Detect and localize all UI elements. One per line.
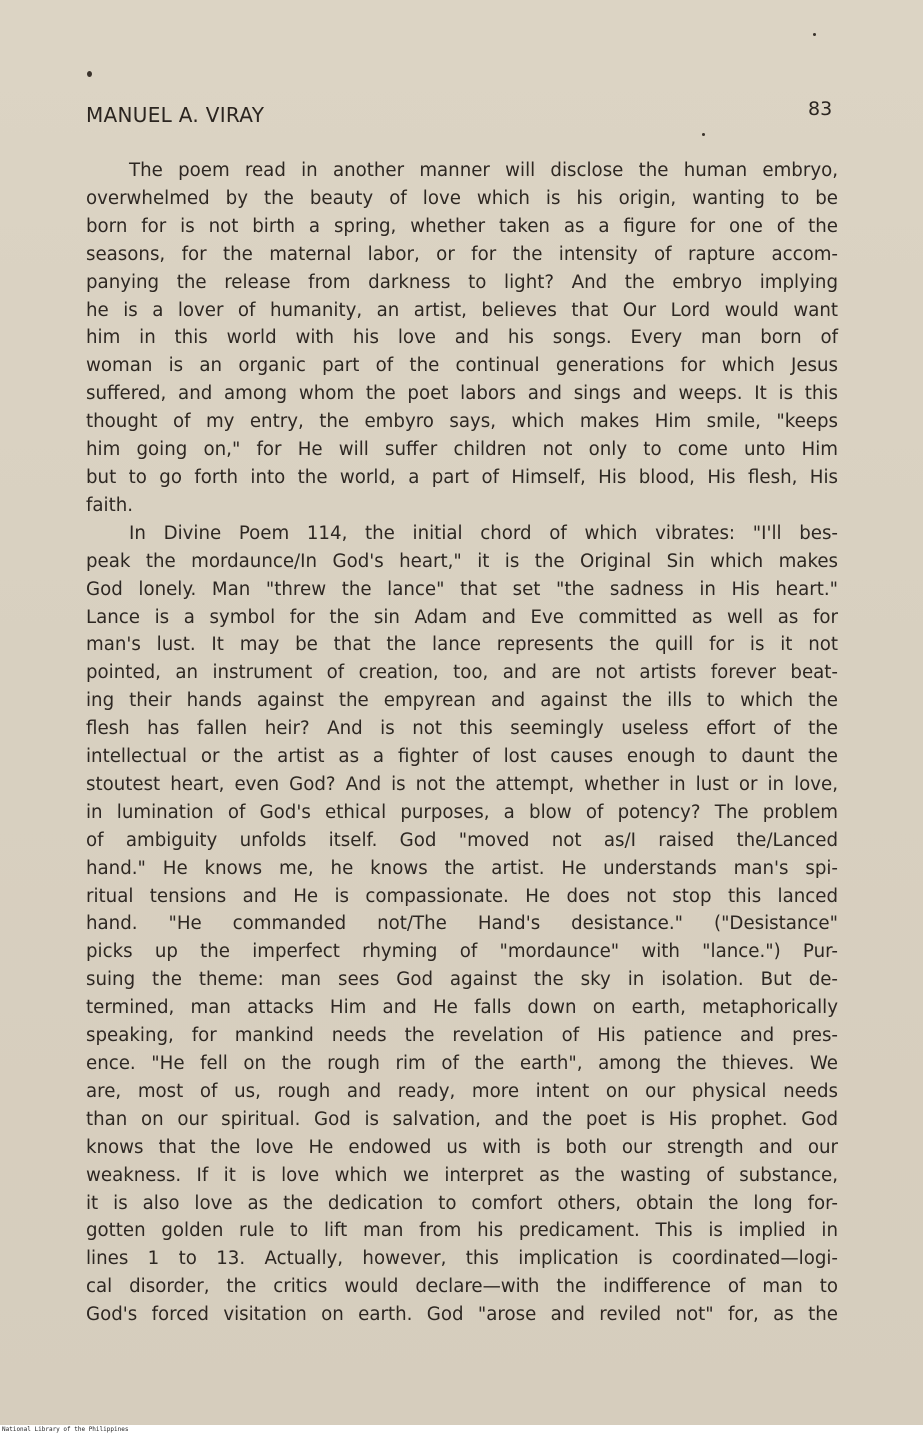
text-line: are, most of us, rough and ready, more intent on our physical needs (86, 1080, 838, 1102)
text-line: termined, man attacks Him and He falls down on earth, metaphorically (86, 997, 838, 1019)
text-line: stoutest heart, even God? And is not the attempt, whether in lust or in love, (86, 773, 838, 795)
paragraph (86, 520, 838, 1329)
text-line: born for is not birth a spring, whether taken as a figure for one of the (86, 215, 838, 237)
text-line: suing the theme: man sees God against the sky in isolation. But de- (86, 969, 838, 991)
text-line: ritual tensions and He is compassionate. He does not stop this lanced (86, 885, 838, 907)
text-line: than on our spiritual. God is salvation, and the poet is His prophet. God (86, 1108, 838, 1130)
text-line: hand. "He commanded not/The Hand's desistance." ("Desistance" (86, 913, 838, 935)
text-line: overwhelmed by the beauty of love which is his origin, wanting to be (86, 187, 838, 209)
text-line: him going on," for He will suffer children not only to come unto Him (86, 439, 838, 461)
footer-strip (0, 1425, 923, 1433)
ink-speck (87, 71, 92, 77)
page-number: 83 (808, 98, 833, 120)
library-credit: National Library of the Philippines (2, 1426, 129, 1433)
text-line: it is also love as the dedication to comfort others, obtain the long for- (86, 1192, 838, 1214)
text-line: picks up the imperfect rhyming of "mordaunce" with "lance.") Pur- (86, 941, 838, 963)
text-line: ing their hands against the empyrean and against the ills to which the (86, 690, 838, 712)
text-line: man's lust. It may be that the lance represents the quill for is it not (86, 634, 838, 656)
text-line: ence. "He fell on the rough rim of the earth", among the thieves. We (86, 1053, 838, 1074)
text-line: pointed, an instrument of creation, too, and are not artists forever beat- (86, 662, 838, 684)
ink-speck (702, 133, 705, 136)
text-line: faith. (86, 494, 134, 516)
text-line: woman is an organic part of the continual generations for which Jesus (86, 355, 838, 377)
text-line: speaking, for mankind needs the revelation of His patience and pres- (86, 1025, 838, 1047)
text-line: peak the mordaunce/In God's heart," it is the Original Sin which makes (86, 550, 838, 572)
text-line: hand." He knows me, he knows the artist. He understands man's spi- (86, 857, 838, 879)
text-line: cal disorder, the critics would declare—with the indifference of man to (86, 1276, 838, 1298)
running-head: MANUEL A. VIRAY (86, 103, 265, 127)
text-line: but to go forth into the world, a part of Himself, His blood, His flesh, His (86, 466, 838, 488)
text-line: seasons, for the maternal labor, or for the intensity of rapture accom- (86, 243, 838, 265)
text-line: he is a lover of humanity, an artist, believes that Our Lord would want (86, 299, 838, 321)
text-line: knows that the love He endowed us with is both our strength and our (86, 1136, 838, 1158)
paragraph (86, 157, 838, 520)
text-line: gotten golden rule to lift man from his predicament. This is implied in (86, 1220, 838, 1242)
text-line: Lance is a symbol for the sin Adam and Eve committed as well as for (86, 606, 838, 628)
text-line: The poem read in another manner will disclose the human embryo, (129, 160, 838, 181)
text-line: flesh has fallen heir? And is not this seemingly useless effort of the (86, 718, 838, 740)
text-line: suffered, and among whom the poet labors and sings and weeps. It is this (86, 383, 838, 405)
text-line: weakness. If it is love which we interpret as the wasting of substance, (86, 1164, 838, 1186)
text-line: of ambiguity unfolds itself. God "moved not as/I raised the/Lanced (86, 829, 838, 851)
text-line: lines 1 to 13. Actually, however, this implication is coordinated—logi- (86, 1248, 838, 1270)
text-line: thought of my entry, the embyro says, which makes Him smile, "keeps (86, 411, 838, 433)
text-line: panying the release from darkness to light? And the embryo implying (86, 271, 838, 293)
text-line: In Divine Poem 114, the initial chord of which vibrates: "I'll bes- (129, 522, 838, 544)
text-line: God's forced visitation on earth. God "arose and reviled not" for, as the (86, 1304, 838, 1326)
text-line: God lonely. Man "threw the lance" that set "the sadness in His heart." (86, 578, 838, 600)
text-line: intellectual or the artist as a fighter of lost causes enough to daunt the (86, 746, 838, 768)
text-line: him in this world with his love and his songs. Every man born of (86, 327, 838, 349)
text-line: in lumination of God's ethical purposes, a blow of potency? The problem (86, 801, 838, 823)
ink-speck (813, 33, 816, 36)
body-text (86, 157, 838, 1329)
